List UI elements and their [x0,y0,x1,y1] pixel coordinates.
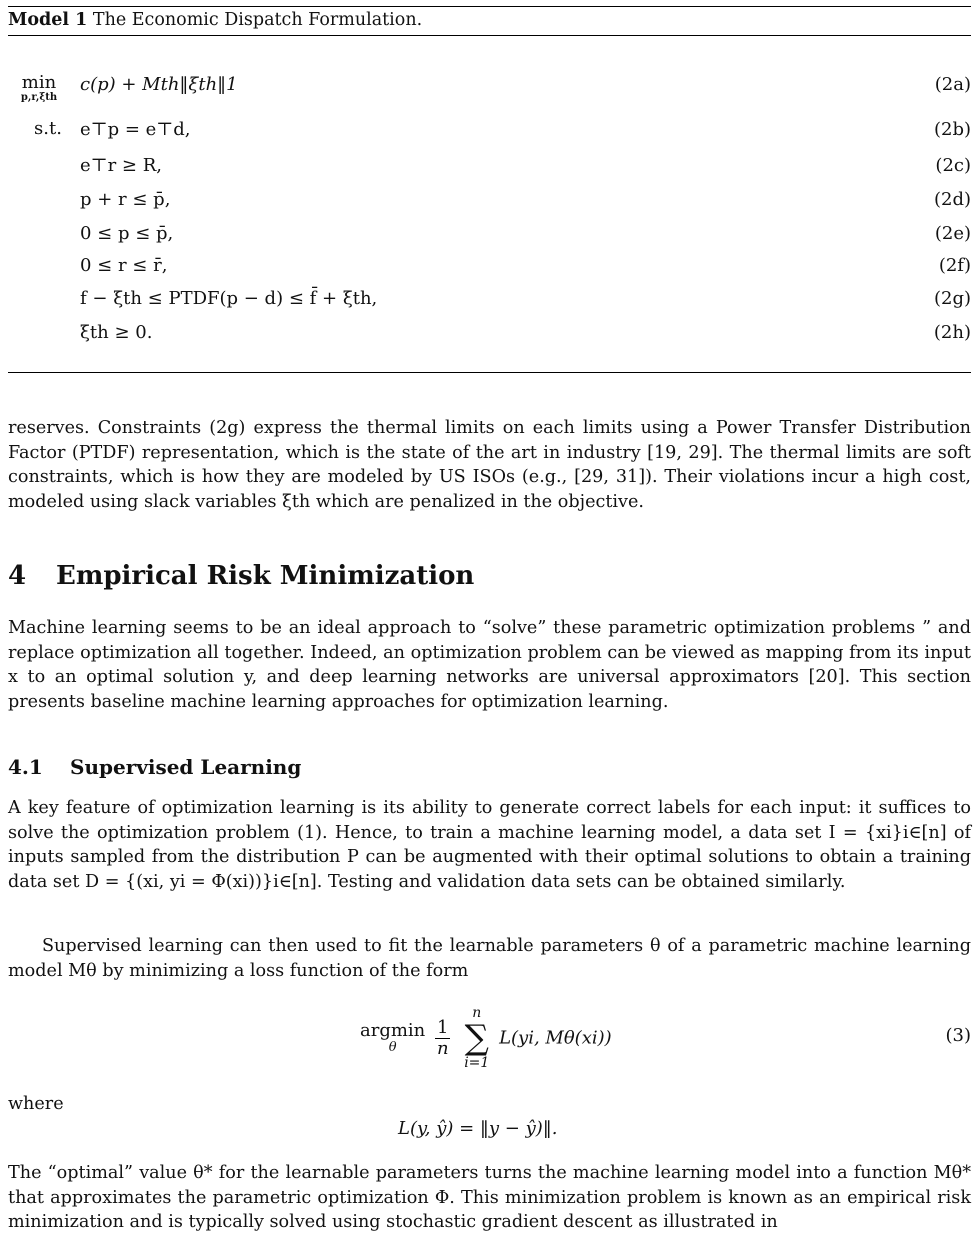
constraint-expr: ξth ≥ 0. [80,322,153,343]
constraint-row [8,320,971,346]
eq-number: (3) [945,1025,971,1046]
paragraph-machine-learning: Machine learning seems to be an ideal approach to “solve” these parametric optimization problems ” and replace optimization all together. Indeed, an optimization problem can be viewed as mapping from its input x to an optimal solution y, and deep learning networks are universal approximators [20]. This section presents baseline machine learning approaches for optimization learning. [8,618,971,712]
objective-operator: min p,r,ξth [20,72,58,103]
constraint-row [8,286,971,312]
eq-number: (2a) [934,74,971,95]
constraint-row [8,187,971,213]
subsection-number: 4.1 [8,755,43,779]
model-caption [8,9,422,31]
model-title-rule [8,35,971,36]
constraint-expr: e⊤p = e⊤d, [80,119,191,140]
section-number: 4 [8,561,27,591]
section-title: Empirical Risk Minimization [56,561,475,591]
paragraph-reserves: reserves. Constraints (2g) express the thermal limits on each limits using a Power Transfer Distribution Factor (PTDF) representation, which is the state of the art in industry [19, 29]. The thermal limits are soft constraints, which is how they are modeled by US ISOs (e.g., [29, 31]). Their violations incur a high cost, modeled using slack variables ξth which are penalized in the objective. [8,418,971,512]
section-heading [8,560,474,592]
constraint-expr: f − ξth ≤ PTDF(p − d) ≤ f̄ + ξth, [80,288,378,309]
argmin-operator: argmin θ [360,1020,426,1055]
objective-expr: c(p) + Mth‖ξth‖1 [80,74,238,95]
fraction: $\frac{1}{n}$ [436,1016,449,1059]
constraint-expr: p + r ≤ p̄, [80,189,171,210]
constraint-row [8,221,971,247]
eq-number: (2f) [938,255,971,276]
model-bottom-rule [8,372,971,373]
constraint-row [8,153,971,179]
model-label: Model 1 [8,10,88,30]
eq-number: (2b) [933,119,971,140]
constraint-row [8,117,971,143]
objective-row [8,72,971,98]
equation-3 [360,1005,612,1071]
eq-number: (2e) [934,223,971,244]
constraint-expr: e⊤r ≥ R, [80,155,162,176]
paragraph-key-feature: A key feature of optimization learning is its ability to generate correct labels for each input: it suffices to solve the optimization problem (1). Hence, to train a machine learning model, a data set I = {xi}i∈[n] of inputs sampled from the distribution P can be augmented with their optimal solutions to obtain a training data set D = {(xi, yi = Φ(xi))}i∈[n]. Testing and validation data sets can be obtained similarly. [8,798,971,892]
eq-number: (2g) [933,288,971,309]
loss-definition: L(y, ŷ) = ‖y − ŷ)‖. [398,1118,558,1139]
where-text: where [8,1094,64,1114]
constraint-expr: 0 ≤ p ≤ p̄, [80,223,174,244]
paragraph-optimal: The “optimal” value θ* for the learnable parameters turns the machine learning model into a function Mθ* that approximates the parametric optimization Φ. This minimization problem is known as an empirical risk minimization and is typically solved using stochastic gradient descent as illustrated in [8,1163,971,1232]
eq-number: (2h) [933,322,971,343]
eq-number: (2d) [933,189,971,210]
subject-to-label: s.t. [34,118,62,139]
subsection-title: Supervised Learning [70,755,302,779]
summation: n ∑ i=1 [464,1005,490,1071]
eq-number: (2c) [935,155,971,176]
model-title-text: The Economic Dispatch Formulation. [92,10,423,30]
model-top-rule [8,6,971,7]
constraint-row [8,253,971,279]
subsection-heading [8,754,301,780]
paragraph-supervised: Supervised learning can then used to fit the learnable parameters θ of a parametric machine learning model Mθ by minimizing a loss function of the form [8,936,971,981]
constraint-expr: 0 ≤ r ≤ r̄, [80,255,168,276]
loss-expr: L(yi, Mθ(xi)) [499,1027,612,1049]
